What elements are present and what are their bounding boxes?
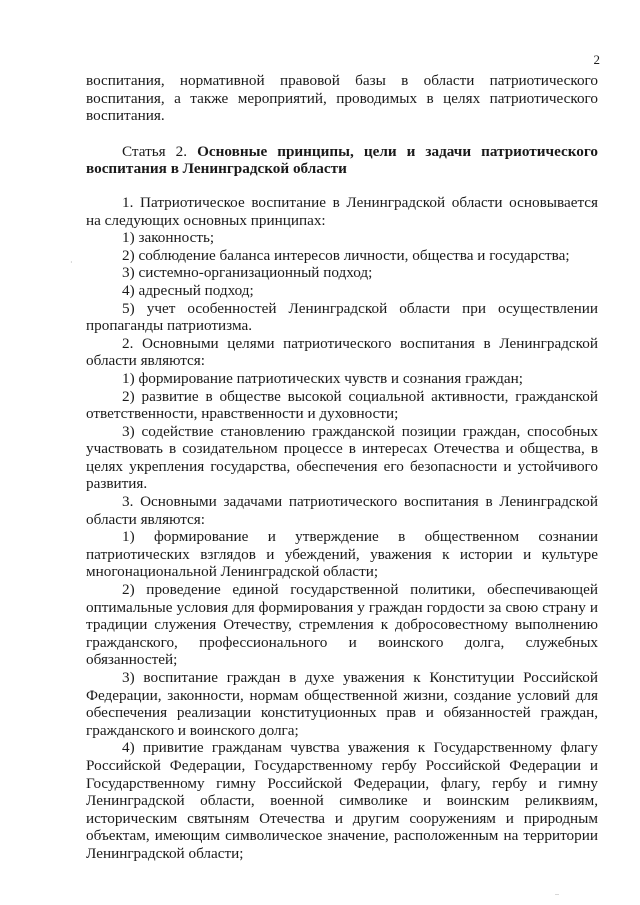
list-item: 1) формирование патриотических чувств и сознания граждан; — [122, 369, 523, 387]
article-prefix: Статья 2. — [122, 142, 188, 160]
section3-lead: 3. Основными задачами патриотического воспитания в Ленинградской области являются: — [86, 493, 598, 528]
section1-lead: 1. Патриотическое воспитание в Ленинградской области основывается на следующих основных принципах: — [86, 193, 598, 229]
document-body — [86, 72, 598, 863]
list-item: 1) формирование и утверждение в общественном сознании патриотических взглядов и убеждений, уважения к истории и культуре многонациональной Ленинградской области; — [86, 528, 598, 581]
list-item: 3) системно-организационный подход; — [122, 264, 373, 282]
scan-speck: .. — [555, 888, 559, 897]
list-item: 2) проведение единой государственной политики, обеспечивающей оптимальные условия для формирования у граждан гордости за свою страну и традиции служения Отечеству, стремления к добросовестному выполнению гражданского, профессионального и воинского долга, служебных обязанностей; — [86, 581, 598, 669]
intro-paragraph: воспитания, нормативной правовой базы в области патриотического воспитания, а также мероприятий, проводимых в целях патриотического воспитания. — [86, 72, 598, 125]
list-item: 2) соблюдение баланса интересов личности, общества и государства; — [122, 246, 570, 264]
list-item: 1) законность; — [122, 229, 215, 247]
list-item: 3) воспитание граждан в духе уважения к Конституции Российской Федерации, законности, нормам общественной жизни, создание условий для обеспечения реализации конституционных прав и обязанностей граждан, гражданского и воинского долга; — [86, 669, 598, 739]
article-title: Основные принципы, цели и задачи патриотического воспитания в Ленинградской области — [86, 142, 599, 178]
page-number: 2 — [593, 52, 600, 67]
section2-lead: 2. Основными целями патриотического воспитания в Ленинградской области являются: — [86, 334, 598, 370]
list-item: 5) учет особенностей Ленинградской области при осуществлении пропаганды патриотизма. — [86, 299, 598, 335]
list-item: 2) развитие в обществе высокой социальной активности, гражданской ответственности, нравственности и духовности; — [86, 387, 598, 423]
scan-speck: · — [70, 258, 73, 267]
list-item: 3) содействие становлению гражданской позиции граждан, способных участвовать в созидательном процессе в интересах Отечества и общества, в целях укрепления государства, обеспечения его безопасности и устойчивого развития. — [86, 422, 598, 493]
list-item: 4) привитие гражданам чувства уважения к Государственному флагу Российской Федерации, Государственному гербу Российской Федерации и Государственному гимну Российской Федерации, флагу, гербу и гимну Ленинградской области, военной символике и воинским реликвиям, историческим святыням Отечества и другим сооружениям и природным объектам, имеющим символическое значение, расположенным на территории Ленинградской области; — [86, 739, 598, 862]
article-heading — [86, 143, 598, 178]
list-item: 4) адресный подход; — [122, 281, 254, 299]
